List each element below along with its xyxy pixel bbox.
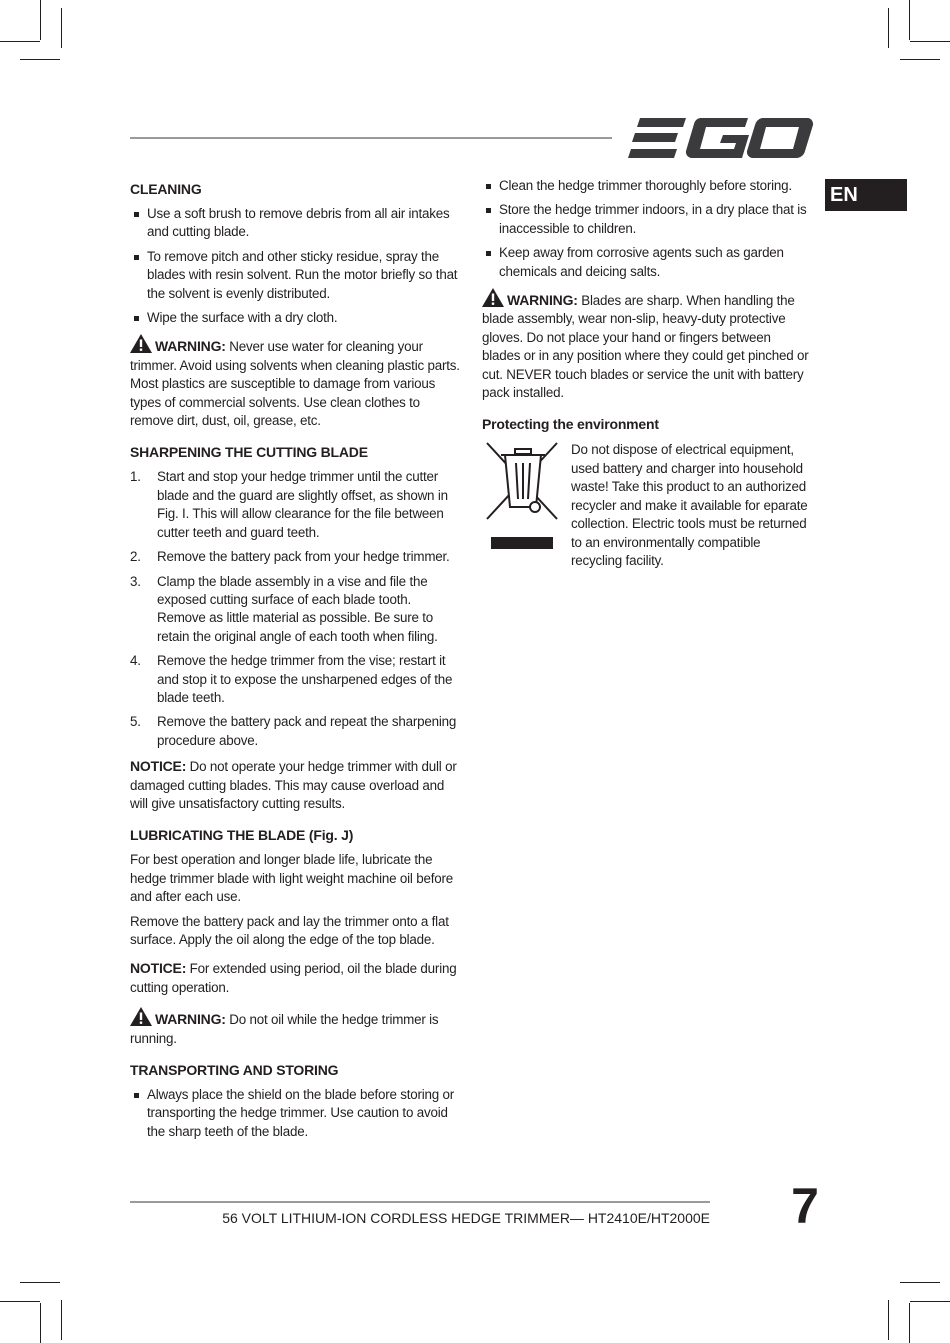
crop-mark (909, 1303, 910, 1343)
crop-mark (900, 1282, 940, 1283)
warning-label: WARNING: (507, 292, 578, 309)
list-item: Use a soft brush to remove debris from all air intakes and cutting blade. (130, 205, 463, 242)
crossed-out-wheelie-bin-icon (485, 441, 565, 551)
warning-label: WARNING: (155, 1011, 226, 1028)
lubricating-heading: LUBRICATING THE BLADE (Fig. J) (130, 827, 354, 844)
environment-heading: Protecting the environment (482, 416, 659, 433)
crop-mark (910, 41, 950, 42)
transporting-heading: TRANSPORTING AND STORING (130, 1062, 339, 1079)
list-item (130, 468, 463, 542)
cleaning-list (130, 205, 463, 327)
warning-triangle-icon (130, 1007, 152, 1026)
step-number: 2. (130, 549, 141, 565)
list-item (130, 548, 463, 566)
crop-mark (0, 1301, 40, 1302)
step-number: 4. (130, 653, 141, 669)
list-item (130, 652, 463, 707)
transporting-list (130, 1086, 463, 1141)
step-number: 5. (130, 714, 141, 730)
language-tab: EN (825, 179, 907, 211)
notice-label: NOTICE: (130, 758, 187, 775)
notice-label: NOTICE: (130, 960, 187, 977)
crop-mark (909, 0, 910, 40)
crop-mark (40, 1303, 41, 1343)
lubricating-warning (130, 1007, 463, 1048)
notice-text: Do not operate your hedge trimmer with dull or damaged cutting blades. This may cause overload and will give unsatisfactory cutting results. (130, 759, 457, 811)
step-number: 1. (130, 469, 141, 485)
list-item: Store the hedge trimmer indoors, in a dry place that is inaccessible to children. (482, 201, 812, 238)
blade-warning (482, 288, 812, 402)
step-text: Remove the battery pack and repeat the sharpening procedure above. (157, 714, 457, 748)
sharpening-steps (130, 468, 463, 750)
cleaning-warning (130, 334, 463, 430)
footer-rule (130, 1201, 710, 1203)
sharpening-notice (130, 757, 463, 813)
left-column (130, 180, 463, 1148)
list-item: Wipe the surface with a dry cloth. (130, 309, 463, 327)
list-item: Always place the shield on the blade before storing or transporting the hedge trimmer. Use caution to avoid the sharp teeth of the blade. (130, 1086, 463, 1141)
step-number: 3. (130, 573, 141, 589)
list-item (130, 573, 463, 647)
step-text: Clamp the blade assembly in a vise and file the exposed cutting surface of each blade tooth. Remove as little material as possible. Be sure to retain the original angle of each tooth when filing. (157, 573, 438, 644)
lubricating-notice (130, 959, 463, 997)
step-text: Start and stop your hedge trimmer until the cutter blade and the guard are slightly offset, as shown in Fig. I. This will allow clearance for the file between cutter teeth and guard teeth. (157, 469, 448, 540)
environment-block (482, 441, 812, 581)
crop-mark (0, 41, 40, 42)
crop-mark (900, 59, 940, 60)
warning-text: Never use water for cleaning your trimmer. Avoid using solvents when cleaning plastic parts. Most plastics are susceptible to damage from various types of commercial solvents. Use clean clothes to remove dirt, dust, oil, grease, etc. (130, 339, 460, 429)
warning-label: WARNING: (155, 338, 226, 355)
footer-title: 56 VOLT LITHIUM-ION CORDLESS HEDGE TRIMMER— HT2410E/HT2000E (222, 1210, 710, 1226)
header-rule (130, 137, 612, 139)
step-text: Remove the battery pack from your hedge trimmer. (157, 549, 450, 565)
page-number: 7 (791, 1178, 819, 1234)
step-text: Remove the hedge trimmer from the vise; restart it and stop it to expose the unsharpened edges of the blade teeth. (157, 653, 453, 705)
right-column (482, 177, 812, 581)
crop-mark (20, 1282, 60, 1283)
storing-list (482, 177, 812, 281)
crop-mark (20, 59, 60, 60)
lubricating-paragraph: For best operation and longer blade life, lubricate the hedge trimmer blade with light weight machine oil before and after each use. (130, 852, 453, 905)
cleaning-heading: CLEANING (130, 181, 202, 197)
notice-text: For extended using period, oil the blade during cutting operation. (130, 961, 457, 995)
warning-triangle-icon (482, 288, 504, 307)
crop-mark (61, 8, 62, 48)
warning-triangle-icon (130, 334, 152, 353)
crop-mark (910, 1301, 950, 1302)
crop-mark (888, 8, 889, 48)
list-item (130, 713, 463, 750)
list-item: To remove pitch and other sticky residue, spray the blades with resin solvent. Run the motor briefly so that the solvent is evenly distributed. (130, 248, 463, 303)
ego-logo (628, 116, 814, 160)
crop-mark (40, 0, 41, 40)
environment-text: Do not dispose of electrical equipment, used battery and charger into household waste! Take this product to an authorized recycler and make it available for eparate collection. Electric tools must be returned to an environmentally compatible recycling facility. (571, 442, 808, 568)
crop-mark (61, 1300, 62, 1340)
warning-text: Blades are sharp. When handling the blade assembly, wear non-slip, heavy-duty protective gloves. Do not place your hand or fingers between blades or in any position where they could get pinched or cut. NEVER touch blades or service the unit with battery pack installed. (482, 293, 809, 401)
crop-mark (888, 1300, 889, 1340)
sharpening-heading: SHARPENING THE CUTTING BLADE (130, 444, 368, 461)
warning-text: Do not oil while the hedge trimmer is running. (130, 1012, 439, 1046)
lubricating-paragraph: Remove the battery pack and lay the trimmer onto a flat surface. Apply the oil along the edge of the top blade. (130, 913, 449, 947)
list-item: Clean the hedge trimmer thoroughly before storing. (482, 177, 812, 195)
list-item: Keep away from corrosive agents such as garden chemicals and deicing salts. (482, 244, 812, 281)
